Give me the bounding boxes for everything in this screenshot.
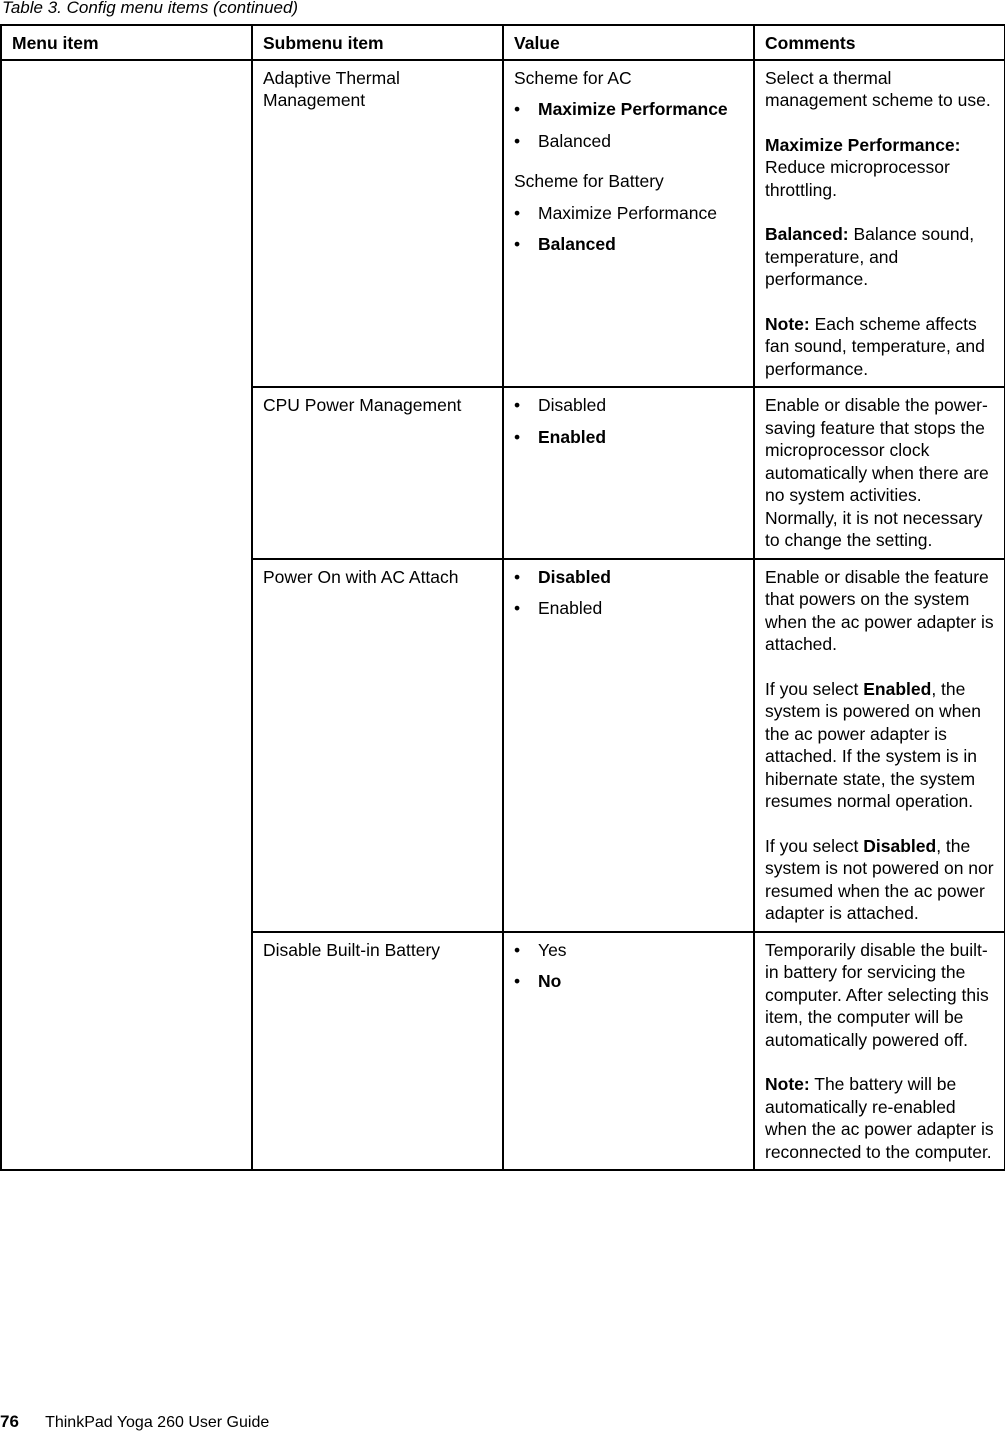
comments-cell xyxy=(754,932,1005,1171)
value-cell xyxy=(503,559,754,932)
comment-emphasis: Disabled xyxy=(863,835,937,856)
value-option-text: Yes xyxy=(538,939,567,960)
value-option-text: Maximize Performance xyxy=(538,99,728,119)
comments-cell xyxy=(754,387,1005,559)
value-group-label: Scheme for AC xyxy=(514,67,632,88)
comment-paragraph xyxy=(765,835,996,925)
page-number: 76 xyxy=(0,1412,19,1431)
comment-text: Each scheme affects fan sound, temperature, and performance. xyxy=(765,313,985,379)
document-title: ThinkPad Yoga 260 User Guide xyxy=(45,1414,270,1431)
value-option xyxy=(514,233,745,256)
comment-lead: Balanced: xyxy=(765,224,849,244)
value-option xyxy=(514,566,745,589)
bullet-icon: • xyxy=(514,426,521,447)
comment-lead: Note: xyxy=(765,1074,810,1094)
comment-text: , the system is not powered on nor resumed when the ac power adapter is attached. xyxy=(765,835,994,923)
comment-text: If you select xyxy=(765,678,864,699)
comment-text: Balance sound, temperature, and performance. xyxy=(765,224,975,289)
value-option xyxy=(514,597,745,620)
comment-text: Temporarily disable the built-in battery for servicing the computer. After selecting this item, the computer will be automatically powered off. xyxy=(765,939,989,1050)
comment-paragraph xyxy=(765,313,996,381)
value-cell xyxy=(503,387,754,559)
page-footer xyxy=(0,1411,269,1435)
comment-text: Enable or disable the feature that powers on the system when the ac power adapter is attached. xyxy=(765,566,994,654)
menu-item-cell xyxy=(1,60,252,1171)
value-option xyxy=(514,970,745,993)
table-header-row xyxy=(1,25,1005,60)
bullet-icon: • xyxy=(514,566,521,587)
value-option-text: Balanced xyxy=(538,130,611,151)
value-option-text: Maximize Performance xyxy=(538,202,717,223)
header-value: Value xyxy=(503,25,754,60)
bullet-icon: • xyxy=(514,130,521,151)
comment-paragraph xyxy=(765,939,996,1052)
value-cell xyxy=(503,60,754,388)
table-caption: Table 3. Config menu items (continued) xyxy=(2,0,299,17)
comment-paragraph xyxy=(765,134,996,202)
value-option xyxy=(514,426,745,449)
table-body xyxy=(1,60,1005,1171)
value-option-text: Balanced xyxy=(538,234,616,254)
value-options-list xyxy=(514,939,745,993)
value-option-text: Disabled xyxy=(538,566,611,587)
table-row xyxy=(1,60,1005,388)
submenu-item-cell: CPU Power Management xyxy=(252,387,503,559)
comment-text: Reduce microprocessor throttling. xyxy=(765,157,950,200)
value-option xyxy=(514,939,745,962)
comment-paragraph xyxy=(765,67,996,112)
value-options-list xyxy=(514,566,745,620)
bullet-icon: • xyxy=(514,395,521,415)
comment-text: If you select xyxy=(765,835,864,856)
value-option-text: No xyxy=(538,971,562,991)
comment-paragraph xyxy=(765,1073,996,1163)
header-submenu-item: Submenu item xyxy=(252,25,503,60)
comment-paragraph xyxy=(765,394,996,552)
value-option xyxy=(514,130,745,153)
comments-cell xyxy=(754,559,1005,932)
bullet-icon: • xyxy=(514,99,521,119)
comment-emphasis: Enabled xyxy=(863,678,932,699)
comment-text: Enable or disable the power-saving feature that stops the microprocessor clock automatically when there are no system activities. Normally, it is not necessary to change the setting. xyxy=(765,395,989,550)
bullet-icon: • xyxy=(514,939,521,960)
comment-paragraph xyxy=(765,678,996,813)
value-option xyxy=(514,394,745,417)
value-options-list xyxy=(514,202,745,256)
bullet-icon: • xyxy=(514,971,521,991)
submenu-item-cell: Adaptive Thermal Management xyxy=(252,60,503,388)
header-menu-item: Menu item xyxy=(1,25,252,60)
submenu-item-cell: Power On with AC Attach xyxy=(252,559,503,932)
value-option-text: Enabled xyxy=(538,598,603,618)
comment-text: , the system is powered on when the ac power adapter is attached. If the system is in hibernate state, the system resumes normal operation. xyxy=(765,678,981,811)
header-comments: Comments xyxy=(754,25,1005,60)
comment-text: Select a thermal management scheme to use. xyxy=(765,67,991,110)
value-options-list xyxy=(514,98,745,152)
value-option-text: Disabled xyxy=(538,395,607,415)
submenu-item-cell: Disable Built-in Battery xyxy=(252,932,503,1171)
comment-paragraph xyxy=(765,223,996,291)
comment-text: The battery will be automatically re-enabled when the ac power adapter is reconnected to the computer. xyxy=(765,1074,994,1162)
value-option xyxy=(514,98,745,121)
value-options-list xyxy=(514,394,745,448)
comment-lead: Maximize Performance: xyxy=(765,134,961,155)
comment-paragraph xyxy=(765,566,996,656)
bullet-icon: • xyxy=(514,202,521,223)
bullet-icon: • xyxy=(514,598,521,618)
value-option-text: Enabled xyxy=(538,426,607,447)
value-option xyxy=(514,202,745,225)
value-group-label: Scheme for Battery xyxy=(514,171,664,191)
value-cell xyxy=(503,932,754,1171)
comment-lead: Note: xyxy=(765,313,810,334)
config-menu-table xyxy=(0,24,1005,1171)
bullet-icon: • xyxy=(514,234,521,254)
comments-cell xyxy=(754,60,1005,388)
